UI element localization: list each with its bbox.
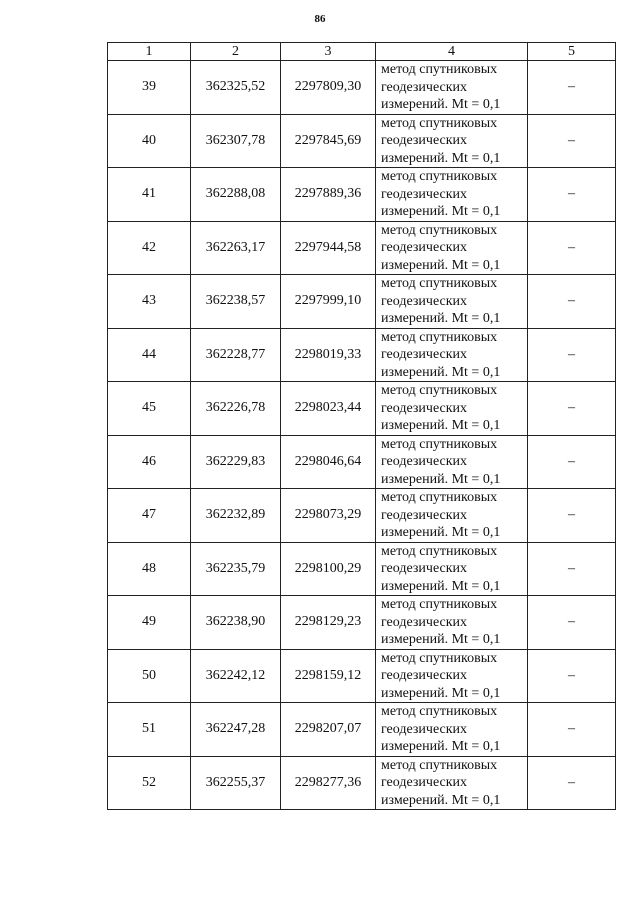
method-line: метод спутниковых bbox=[381, 62, 498, 77]
method-cell bbox=[376, 114, 528, 168]
method-line: измерений. Mt = 0,1 bbox=[381, 97, 501, 112]
coordinates-table bbox=[107, 42, 616, 810]
note-cell: – bbox=[528, 61, 616, 115]
note-cell: – bbox=[528, 596, 616, 650]
method-line: геодезических bbox=[381, 721, 468, 737]
header-col-5: 5 bbox=[528, 43, 616, 61]
note-cell: – bbox=[528, 168, 616, 222]
method-line: измерений. Mt = 0,1 bbox=[381, 739, 501, 754]
method-cell bbox=[376, 649, 528, 703]
x-coordinate-cell: 362235,79 bbox=[191, 542, 281, 596]
point-number-cell: 46 bbox=[108, 435, 191, 489]
y-coordinate-cell: 2297944,58 bbox=[281, 221, 376, 275]
note-cell: – bbox=[528, 221, 616, 275]
method-cell bbox=[376, 221, 528, 275]
method-line: метод спутниковых bbox=[381, 436, 498, 452]
point-number-cell: 39 bbox=[108, 61, 191, 115]
method-line: геодезических bbox=[381, 186, 468, 202]
table-row bbox=[108, 168, 616, 222]
method-cell bbox=[376, 382, 528, 436]
point-number-cell: 43 bbox=[108, 275, 191, 329]
y-coordinate-cell: 2298159,12 bbox=[281, 649, 376, 703]
point-number-cell: 47 bbox=[108, 489, 191, 543]
x-coordinate-cell: 362247,28 bbox=[191, 703, 281, 757]
method-line: геодезических bbox=[381, 775, 468, 790]
method-line: измерений. Mt = 0,1 bbox=[381, 418, 501, 433]
method-line: геодезических bbox=[381, 133, 468, 148]
note-cell: – bbox=[528, 275, 616, 329]
method-line: измерений. Mt = 0,1 bbox=[381, 257, 501, 273]
y-coordinate-cell: 2298277,36 bbox=[281, 756, 376, 810]
point-number-cell: 52 bbox=[108, 756, 191, 810]
table-row bbox=[108, 489, 616, 543]
point-number-cell: 51 bbox=[108, 703, 191, 757]
method-line: геодезических bbox=[381, 240, 468, 255]
x-coordinate-cell: 362242,12 bbox=[191, 649, 281, 703]
note-cell: – bbox=[528, 435, 616, 489]
point-number-cell: 50 bbox=[108, 649, 191, 703]
method-line: метод спутниковых bbox=[381, 757, 498, 773]
method-cell bbox=[376, 489, 528, 543]
note-cell: – bbox=[528, 649, 616, 703]
table-row bbox=[108, 703, 616, 757]
method-line: измерений. Mt = 0,1 bbox=[381, 471, 501, 487]
note-cell: – bbox=[528, 382, 616, 436]
x-coordinate-cell: 362229,83 bbox=[191, 435, 281, 489]
method-line: геодезических bbox=[381, 668, 468, 683]
table-row bbox=[108, 114, 616, 168]
method-cell bbox=[376, 435, 528, 489]
method-cell bbox=[376, 756, 528, 810]
method-line: метод спутниковых bbox=[381, 222, 498, 238]
method-line: геодезических bbox=[381, 561, 468, 576]
point-number-cell: 44 bbox=[108, 328, 191, 382]
header-col-4: 4 bbox=[376, 43, 528, 61]
x-coordinate-cell: 362325,52 bbox=[191, 61, 281, 115]
note-cell: – bbox=[528, 756, 616, 810]
point-number-cell: 41 bbox=[108, 168, 191, 222]
y-coordinate-cell: 2298023,44 bbox=[281, 382, 376, 436]
method-line: метод спутниковых bbox=[381, 704, 498, 719]
table-header-row bbox=[108, 43, 616, 61]
method-line: измерений. Mt = 0,1 bbox=[381, 525, 501, 540]
point-number-cell: 42 bbox=[108, 221, 191, 275]
method-line: геодезических bbox=[381, 347, 468, 362]
point-number-cell: 45 bbox=[108, 382, 191, 436]
method-line: измерений. Mt = 0,1 bbox=[381, 204, 501, 219]
table-row bbox=[108, 542, 616, 596]
y-coordinate-cell: 2297999,10 bbox=[281, 275, 376, 329]
method-line: метод спутниковых bbox=[381, 276, 498, 291]
page-number: 86 bbox=[314, 13, 326, 25]
method-cell bbox=[376, 703, 528, 757]
table-row bbox=[108, 328, 616, 382]
method-line: геодезических bbox=[381, 293, 468, 309]
x-coordinate-cell: 362288,08 bbox=[191, 168, 281, 222]
method-line: измерений. Mt = 0,1 bbox=[381, 364, 501, 380]
y-coordinate-cell: 2298073,29 bbox=[281, 489, 376, 543]
note-cell: – bbox=[528, 114, 616, 168]
method-line: геодезических bbox=[381, 79, 468, 95]
table-row bbox=[108, 756, 616, 810]
table-body bbox=[108, 61, 616, 810]
header-col-2: 2 bbox=[191, 43, 281, 61]
header-col-1: 1 bbox=[108, 43, 191, 61]
point-number-cell: 49 bbox=[108, 596, 191, 650]
x-coordinate-cell: 362255,37 bbox=[191, 756, 281, 810]
method-line: геодезических bbox=[381, 454, 468, 469]
method-cell bbox=[376, 61, 528, 115]
x-coordinate-cell: 362232,89 bbox=[191, 489, 281, 543]
x-coordinate-cell: 362226,78 bbox=[191, 382, 281, 436]
method-line: геодезических bbox=[381, 614, 468, 630]
note-cell: – bbox=[528, 489, 616, 543]
x-coordinate-cell: 362228,77 bbox=[191, 328, 281, 382]
method-line: измерений. Mt = 0,1 bbox=[381, 311, 501, 326]
table-row bbox=[108, 275, 616, 329]
method-cell bbox=[376, 168, 528, 222]
method-line: метод спутниковых bbox=[381, 115, 498, 131]
x-coordinate-cell: 362238,90 bbox=[191, 596, 281, 650]
method-cell bbox=[376, 596, 528, 650]
table-row bbox=[108, 382, 616, 436]
y-coordinate-cell: 2298207,07 bbox=[281, 703, 376, 757]
method-line: измерений. Mt = 0,1 bbox=[381, 632, 501, 647]
x-coordinate-cell: 362238,57 bbox=[191, 275, 281, 329]
method-line: метод спутниковых bbox=[381, 543, 498, 559]
method-cell bbox=[376, 275, 528, 329]
y-coordinate-cell: 2297809,30 bbox=[281, 61, 376, 115]
y-coordinate-cell: 2297845,69 bbox=[281, 114, 376, 168]
method-line: метод спутниковых bbox=[381, 329, 498, 345]
method-line: измерений. Mt = 0,1 bbox=[381, 792, 501, 808]
method-line: геодезических bbox=[381, 507, 468, 523]
x-coordinate-cell: 362307,78 bbox=[191, 114, 281, 168]
y-coordinate-cell: 2298100,29 bbox=[281, 542, 376, 596]
point-number-cell: 48 bbox=[108, 542, 191, 596]
method-line: метод спутниковых bbox=[381, 383, 498, 398]
table-row bbox=[108, 435, 616, 489]
note-cell: – bbox=[528, 542, 616, 596]
y-coordinate-cell: 2298046,64 bbox=[281, 435, 376, 489]
x-coordinate-cell: 362263,17 bbox=[191, 221, 281, 275]
method-cell bbox=[376, 328, 528, 382]
note-cell: – bbox=[528, 328, 616, 382]
method-line: метод спутниковых bbox=[381, 597, 498, 612]
table-row bbox=[108, 221, 616, 275]
y-coordinate-cell: 2297889,36 bbox=[281, 168, 376, 222]
y-coordinate-cell: 2298019,33 bbox=[281, 328, 376, 382]
y-coordinate-cell: 2298129,23 bbox=[281, 596, 376, 650]
method-cell bbox=[376, 542, 528, 596]
table-row bbox=[108, 61, 616, 115]
method-line: геодезических bbox=[381, 400, 468, 416]
point-number-cell: 40 bbox=[108, 114, 191, 168]
method-line: метод спутниковых bbox=[381, 650, 498, 666]
method-line: метод спутниковых bbox=[381, 169, 498, 184]
method-line: измерений. Mt = 0,1 bbox=[381, 578, 501, 594]
table-row bbox=[108, 649, 616, 703]
header-col-3: 3 bbox=[281, 43, 376, 61]
table-row bbox=[108, 596, 616, 650]
method-line: метод спутниковых bbox=[381, 490, 498, 505]
method-line: измерений. Mt = 0,1 bbox=[381, 150, 501, 166]
method-line: измерений. Mt = 0,1 bbox=[381, 685, 501, 701]
note-cell: – bbox=[528, 703, 616, 757]
